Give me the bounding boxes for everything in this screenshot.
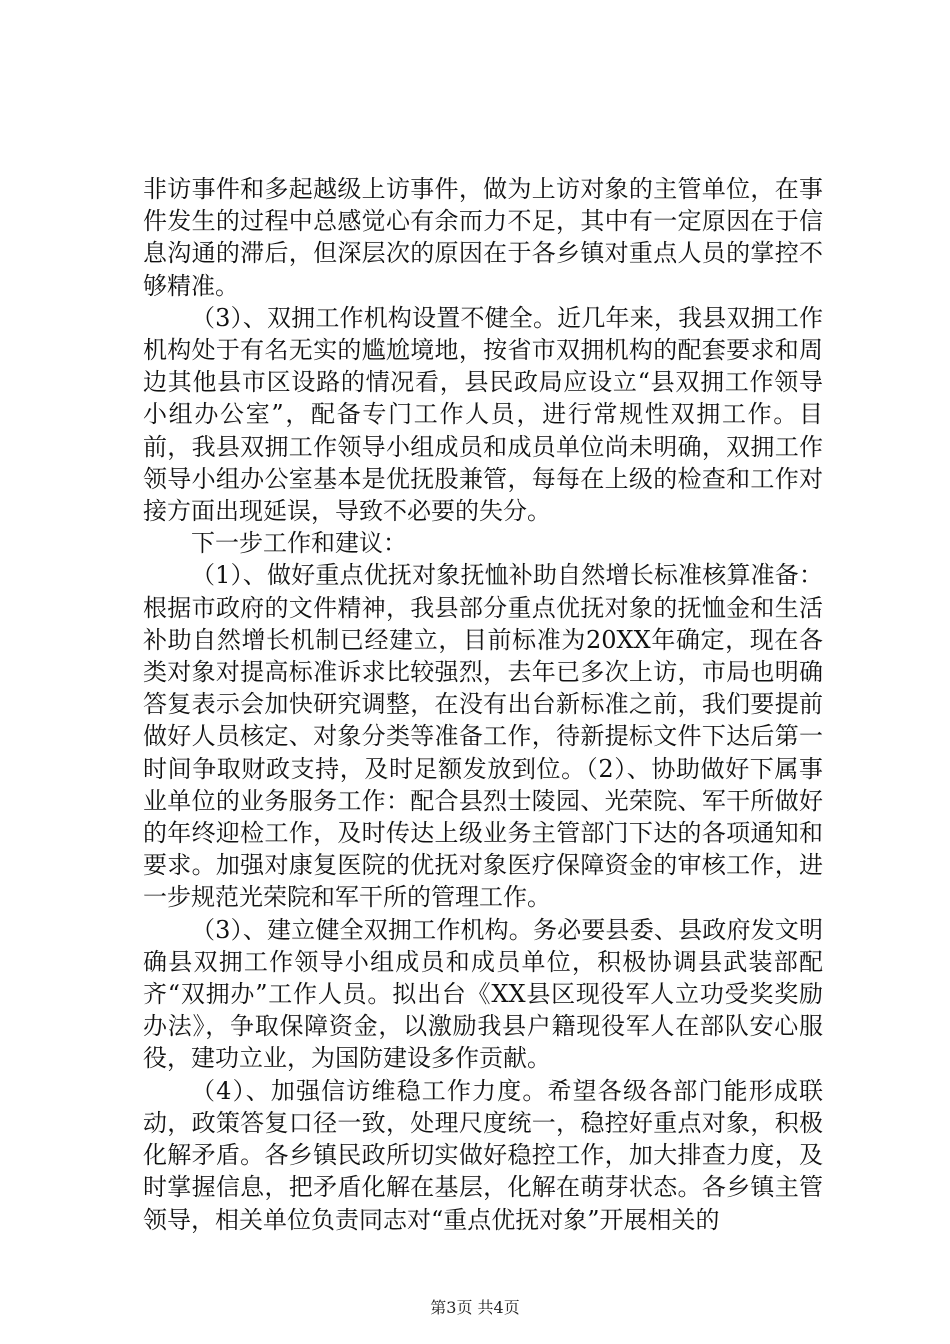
paragraph-suggestion-3: （3）、建立健全双拥工作机构。务必要县委、县政府发文明确县双拥工作领导小组成员和成员单位，积极协调县武装部配齐“双拥办”工作人员。拟出台《XX县区现役军人立功受奖奖励办法》，争取保障资金，以激励我县户籍现役军人在部队安心服役，建功立业，为国防建设多作贡献。 <box>143 915 823 1073</box>
document-body <box>143 173 823 1236</box>
paragraph-continuation: 非访事件和多起越级上访事件，做为上访对象的主管单位，在事件发生的过程中总感觉心有余而力不足，其中有一定原因在于信息沟通的滞后，但深层次的原因在于各乡镇对重点人员的掌控不够精准。 <box>143 175 823 300</box>
section-heading-next-steps: 下一步工作和建议： <box>191 529 407 558</box>
paragraph-issue-3: （3）、双拥工作机构设置不健全。近几年来，我县双拥工作机构处于有名无实的尴尬境地，按省市双拥机构的配套要求和周边其他县市区设路的情况看，县民政局应设立“县双拥工作领导小组办公室”，配备专门工作人员，进行常规性双拥工作。目前，我县双拥工作领导小组成员和成员单位尚未明确，双拥工作领导小组办公室基本是优抚股兼管，每每在上级的检查和工作对接方面出现延误，导致不必要的失分。 <box>143 303 823 526</box>
page-number-footer: 第3页 共4页 <box>430 1298 520 1317</box>
paragraph-suggestion-4: （4）、加强信访维稳工作力度。希望各级各部门能形成联动，政策答复口径一致，处理尺度统一，稳控好重点对象，积极化解矛盾。各乡镇民政所切实做好稳控工作，加大排查力度，及时掌握信息，把矛盾化解在基层，化解在萌芽状态。各乡镇主管领导，相关单位负责同志对“重点优抚对象”开展相关的 <box>143 1076 823 1234</box>
paragraph-suggestion-1-2: （1）、做好重点优抚对象抚恤补助自然增长标准核算准备：根据市政府的文件精神，我县部分重点优抚对象的抚恤金和生活补助自然增长机制已经建立，目前标准为20XX年确定，现在各类对象对提高标准诉求比较强烈，去年已多次上访，市局也明确答复表示会加快研究调整，在没有出台新标准之前，我们要提前做好人员核定、对象分类等准备工作，待新提标文件下达后第一时间争取财政支持，及时足额发放到位。（2）、协助做好下属事业单位的业务服务工作：配合县烈士陵园、光荣院、军干所做好的年终迎检工作，及时传达上级业务主管部门下达的各项通知和要求。加强对康复医院的优抚对象医疗保障资金的审核工作，进一步规范光荣院和军干所的管理工作。 <box>143 561 823 912</box>
